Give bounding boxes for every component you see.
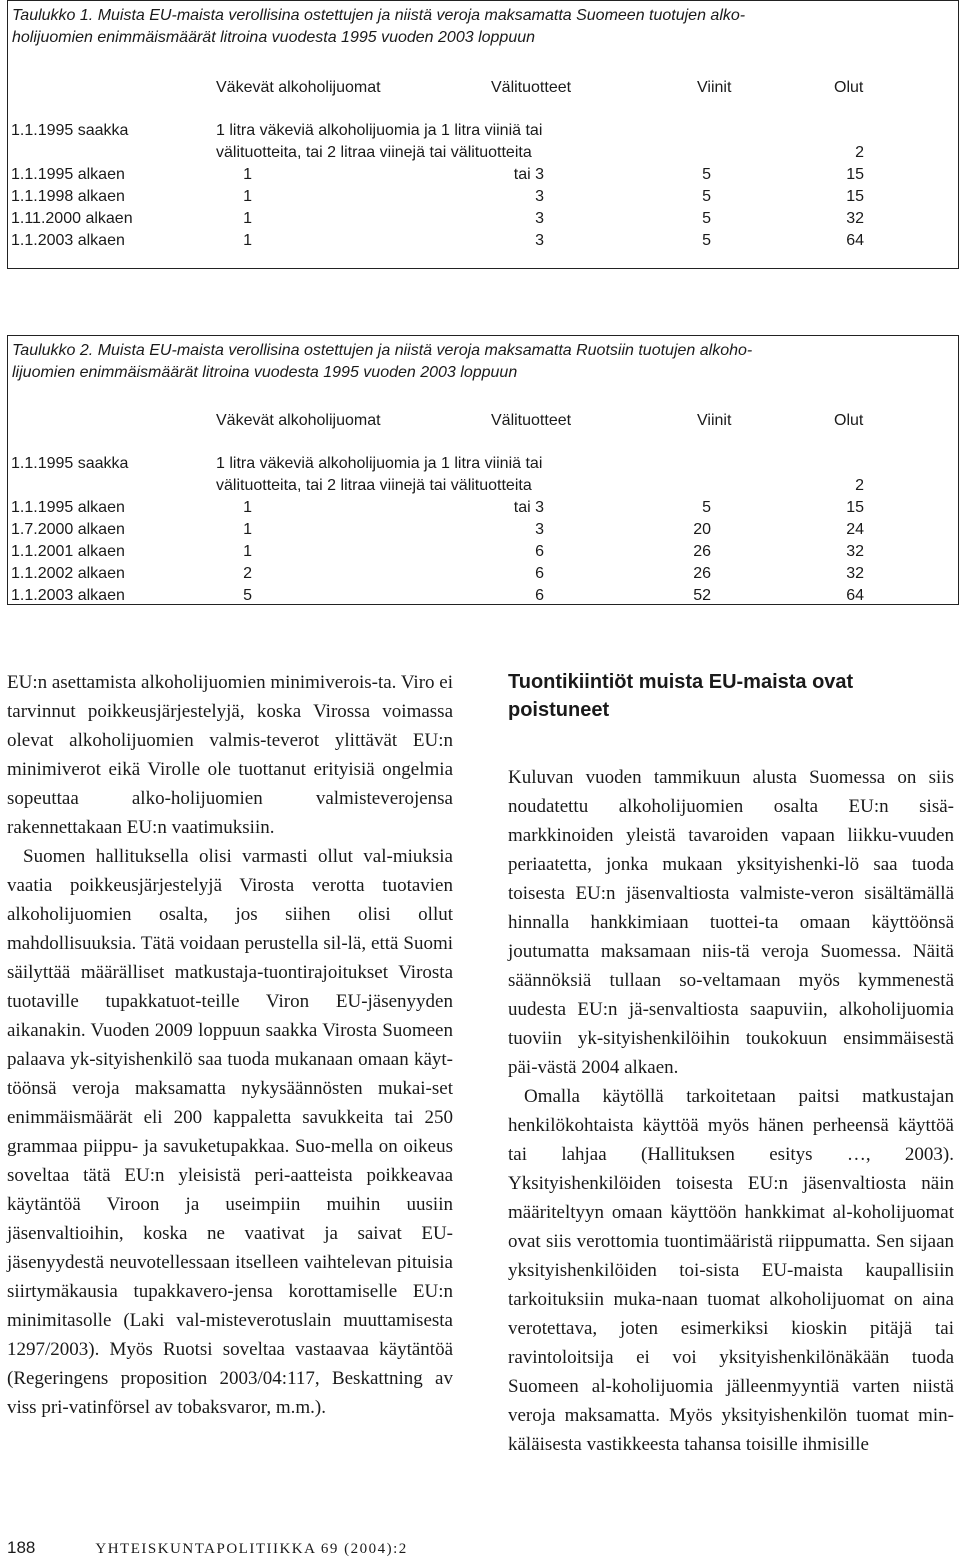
row-label: 1.1.2002 alkaen — [11, 565, 125, 582]
row-label: 1.1.1995 saakka — [11, 122, 129, 139]
page-footer — [7, 1538, 408, 1558]
table-row — [8, 541, 958, 563]
cell-valituotteet: 6 — [535, 565, 544, 582]
cell-viinit: 5 — [702, 210, 711, 227]
cell-olut: 2 — [855, 144, 864, 161]
table-row — [8, 230, 958, 252]
caption-line: Taulukko 1. Muista EU-maista verollisina ostettujen ja niistä veroja maksamatta Suomeen tuotujen alko- — [12, 7, 746, 24]
header-viinit: Viinit — [697, 79, 732, 96]
cell-valituotteet: tai 3 — [513, 499, 544, 516]
cell-viinit: 5 — [702, 499, 711, 516]
table-row — [8, 497, 958, 519]
cell-olut: 64 — [846, 232, 864, 249]
cell-olut: 32 — [846, 565, 864, 582]
cell-viinit: 5 — [702, 188, 711, 205]
section-heading: Tuontikiintiöt muista EU-maista ovat poistuneet — [508, 671, 854, 721]
cell-vakevat: 1 — [243, 188, 252, 205]
cell-olut: 32 — [846, 543, 864, 560]
cell-olut: 15 — [846, 499, 864, 516]
row-label: 1.1.2003 alkaen — [11, 587, 125, 604]
cell-valituotteet: 6 — [535, 587, 544, 604]
row-label: 1.1.2003 alkaen — [11, 232, 125, 249]
row-note-line: 1 litra väkeviä alkoholijuomia ja 1 litra viiniä tai — [216, 455, 543, 472]
table-header-row — [8, 77, 958, 99]
cell-valituotteet: 3 — [535, 188, 544, 205]
table-row — [8, 519, 958, 541]
cell-olut: 64 — [846, 587, 864, 604]
table-row — [8, 585, 958, 607]
cell-vakevat: 1 — [243, 499, 252, 516]
row-note-line: 1 litra väkeviä alkoholijuomia ja 1 litra viiniä tai — [216, 122, 543, 139]
body-paragraph: Omalla käytöllä tarkoitetaan paitsi matkustajan henkilökohtaista käyttöä myös hänen perheensä käyttöä tai lahjaa (Hallituksen esitys …, 2003). Yksityishenkilöiden toisesta EU:n jäsenvaltiosta näin määriteltyyn omaan käyttöön hankkimat al-koholijuomat ovat siis verottomia tuontimääristä riippumatta. Sen sijaan yksityishenkilöiden toi-sista EU-maista kaupallisiin tarkoituksiin muka-naan tuomat alkoholijuomat on aina verotettava, joten esimerkiksi kioskin pitäjä tai ravintoloitsija ei voi yksityishenkilönäkään tuoda Suomeen al-koholijuomia jälleenmyyntiä varten niistä veroja maksamatta. Myös yksityishenkilön tuomat min-käläisesta vastikkeesta tahansa toisille ihmisille — [508, 1086, 954, 1455]
cell-olut: 32 — [846, 210, 864, 227]
body-paragraph: EU:n asettamista alkoholijuomien minimiverois-ta. Viro ei tarvinnut poikkeusjärjestelyjä, koska Virossa voimassa olevat alkoholijuomien valmis-teverot ylittävät EU:n minimiverot eikä Virolle ole tuottanut erityisiä ongelmia sopeuttaa alko-holijuomien valmisteverojensa rakennettakaan EU:n vaatimuksiin. — [7, 672, 453, 838]
cell-valituotteet: 3 — [535, 521, 544, 538]
row-label: 1.1.2001 alkaen — [11, 543, 125, 560]
header-vakevat: Väkevät alkoholijuomat — [216, 79, 381, 96]
cell-olut: 24 — [846, 521, 864, 538]
cell-vakevat: 1 — [243, 210, 252, 227]
cell-vakevat: 2 — [243, 565, 252, 582]
cell-vakevat: 1 — [243, 166, 252, 183]
cell-valituotteet: 3 — [535, 232, 544, 249]
right-text-column — [508, 668, 954, 1459]
caption-line: holijuomien enimmäismäärät litroina vuodesta 1995 vuoden 2003 loppuun — [12, 29, 536, 46]
cell-vakevat: 1 — [243, 232, 252, 249]
header-olut: Olut — [834, 412, 864, 429]
body-paragraph: Suomen hallituksella olisi varmasti ollut val-miuksia vaatia poikkeusjärjestelyjä Virosta verotta tuotavien alkoholijuomien osalta, jos siihen olisi ollut mahdollisuuksia. Tätä voidaan perustella sil-lä, että Suomi säilyttää määrälliset matkustaja-tuontirajoitukset Virosta tuotaville tupakkatuot-teille Viron EU-jäsenyyden aikanakin. Vuoden 2009 loppuun saakka Virosta Suomeen palaava yk-sityishenkilö saa tuoda mukanaan omaan käyt-töönsä veroja maksamatta nykysäännösten mukai-set enimmäismäärät eli 200 kappaletta savukkeita tai 250 grammaa piippu- ja savuketupakkaa. Suo-mella on oikeus soveltaa tätä EU:n yleisistä peri-aatteista poikkeavaa käytäntöä Viroon ja useimpiin muihin uusiin jäsenvaltioihin, koska ne vaativat ja saivat EU-jäsenyydestä neuvotellessaan itselleen vaihtelevan pituisia siirtymäkausia tupakkavero-jensa korottamiselle EU:n minimitasolle (Laki val-misteverotuslain muuttamisesta 1297/2003). Myös Ruotsi soveltaa vastaavaa käytäntöä (Regeringens proposition 2003/04:117, Beskattning av viss pri-vatinförsel av tobaksvaror, m.m.). — [7, 846, 453, 1418]
cell-viinit: 52 — [693, 587, 711, 604]
cell-olut: 2 — [855, 477, 864, 494]
header-vakevat: Väkevät alkoholijuomat — [216, 412, 381, 429]
cell-vakevat: 5 — [243, 587, 252, 604]
row-label: 1.7.2000 alkaen — [11, 521, 125, 538]
cell-viinit: 26 — [693, 543, 711, 560]
header-olut: Olut — [834, 79, 864, 96]
row-note-line: välituotteita, tai 2 litraa viinejä tai välituotteita — [216, 144, 532, 161]
row-label: 1.1.1995 alkaen — [11, 499, 125, 516]
table-row — [8, 120, 958, 142]
cell-viinit: 20 — [693, 521, 711, 538]
table-row — [8, 164, 958, 186]
table-row — [8, 208, 958, 230]
table-header-row — [8, 410, 958, 432]
table-row — [8, 142, 958, 164]
table-1 — [7, 0, 959, 269]
cell-valituotteet: 3 — [535, 210, 544, 227]
table-row — [8, 186, 958, 208]
left-text-column — [7, 668, 453, 1422]
body-paragraph: Kuluvan vuoden tammikuun alusta Suomessa on siis noudatettu alkoholijuomien osalta EU:n sisä-markkinoiden yleistä tavaroiden vapaan liikku-vuuden periaatetta, jonka mukaan yksityishenki-lö saa tuoda toisesta EU:n jäsenvaltiosta valmiste-veron sisältämällä hinnalla hankkimiaan tuottei-ta omaan käyttöönsä joutumatta maksamaan niis-tä veroja Suomessa. Näitä säännöksiä tullaan so-veltamaan myös kymmenestä uudesta EU:n jä-senvaltiosta saapuviin, alkoholijuomia tuoviin yk-sityishenkilöihin toukokuun ensimmäisestä päi-västä 2004 alkaen. — [508, 767, 954, 1078]
row-label: 1.1.1995 saakka — [11, 455, 129, 472]
cell-olut: 15 — [846, 188, 864, 205]
cell-vakevat: 1 — [243, 543, 252, 560]
table-row — [8, 475, 958, 497]
row-label: 1.1.1995 alkaen — [11, 166, 125, 183]
table-row — [8, 453, 958, 475]
caption-line: lijuomien enimmäismäärät litroina vuodesta 1995 vuoden 2003 loppuun — [12, 364, 518, 381]
caption-line: Taulukko 2. Muista EU-maista verollisina ostettujen ja niistä veroja maksamatta Ruotsiin tuotujen alkoho- — [12, 342, 753, 359]
page-number: 188 — [7, 1538, 36, 1557]
cell-valituotteet: 6 — [535, 543, 544, 560]
cell-viinit: 5 — [702, 232, 711, 249]
header-valituotteet: Välituotteet — [491, 79, 572, 96]
table-row — [8, 563, 958, 585]
journal-name: YHTEISKUNTAPOLITIIKKA 69 (2004):2 — [95, 1541, 408, 1557]
row-label: 1.11.2000 alkaen — [11, 210, 133, 227]
cell-viinit: 5 — [702, 166, 711, 183]
cell-valituotteet: tai 3 — [513, 166, 544, 183]
header-valituotteet: Välituotteet — [491, 412, 572, 429]
row-note-line: välituotteita, tai 2 litraa viinejä tai välituotteita — [216, 477, 532, 494]
cell-vakevat: 1 — [243, 521, 252, 538]
table-2 — [7, 335, 959, 605]
row-label: 1.1.1998 alkaen — [11, 188, 125, 205]
cell-olut: 15 — [846, 166, 864, 183]
table-caption — [12, 340, 948, 384]
table-caption — [12, 5, 948, 49]
cell-viinit: 26 — [693, 565, 711, 582]
header-viinit: Viinit — [697, 412, 732, 429]
